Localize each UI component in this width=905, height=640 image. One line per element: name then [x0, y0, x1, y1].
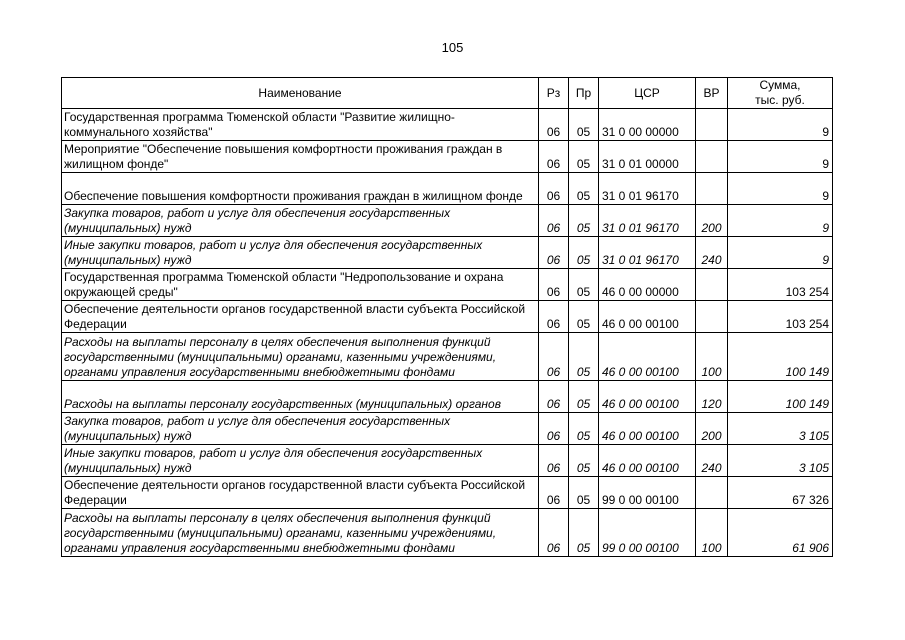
row-vr: 200 — [696, 205, 728, 237]
row-vr — [696, 477, 728, 509]
row-sum: 9 — [728, 237, 833, 269]
row-rz: 06 — [539, 381, 569, 413]
row-name: Государственная программа Тюменской области "Недропользование и охрана окружающей среды" — [62, 269, 539, 301]
row-rz: 06 — [539, 109, 569, 141]
row-sum: 3 105 — [728, 413, 833, 445]
row-sum: 9 — [728, 205, 833, 237]
row-pr: 05 — [569, 109, 599, 141]
row-pr: 05 — [569, 413, 599, 445]
row-rz: 06 — [539, 205, 569, 237]
row-pr: 05 — [569, 173, 599, 205]
row-vr — [696, 269, 728, 301]
row-csr: 31 0 00 00000 — [599, 109, 696, 141]
row-rz: 06 — [539, 173, 569, 205]
table-row — [62, 173, 833, 205]
row-vr: 240 — [696, 445, 728, 477]
row-vr: 120 — [696, 381, 728, 413]
table-row — [62, 205, 833, 237]
row-csr: 46 0 00 00100 — [599, 413, 696, 445]
table-row — [62, 333, 833, 381]
row-vr — [696, 173, 728, 205]
row-pr: 05 — [569, 333, 599, 381]
row-csr: 46 0 00 00100 — [599, 445, 696, 477]
table-row — [62, 141, 833, 173]
row-rz: 06 — [539, 301, 569, 333]
table-header-row — [62, 78, 833, 109]
row-name: Иные закупки товаров, работ и услуг для обеспечения государственных (муниципальных) нужд — [62, 445, 539, 477]
page-number: 105 — [441, 40, 464, 55]
row-pr: 05 — [569, 381, 599, 413]
row-pr: 05 — [569, 269, 599, 301]
row-vr: 100 — [696, 333, 728, 381]
row-name: Расходы на выплаты персоналу в целях обеспечения выполнения функций государственными (муниципальными) органами, казенными учреждениями, органами управления государственными внебюджетными фондами — [62, 333, 539, 381]
row-csr: 31 0 01 96170 — [599, 205, 696, 237]
row-csr: 31 0 01 00000 — [599, 141, 696, 173]
row-csr: 46 0 00 00100 — [599, 301, 696, 333]
row-name: Обеспечение повышения комфортности проживания граждан в жилищном фонде — [62, 173, 539, 205]
row-name: Государственная программа Тюменской области "Развитие жилищно-коммунального хозяйства" — [62, 109, 539, 141]
row-sum: 103 254 — [728, 301, 833, 333]
row-sum: 100 149 — [728, 381, 833, 413]
row-csr: 46 0 00 00100 — [599, 333, 696, 381]
row-vr: 200 — [696, 413, 728, 445]
table-row — [62, 509, 833, 557]
row-pr: 05 — [569, 205, 599, 237]
table-row — [62, 477, 833, 509]
row-name: Расходы на выплаты персоналу в целях обеспечения выполнения функций государственными (муниципальными) органами, казенными учреждениями, органами управления государственными внебюджетными фондами — [62, 509, 539, 557]
row-pr: 05 — [569, 237, 599, 269]
budget-table — [61, 77, 833, 557]
row-rz: 06 — [539, 509, 569, 557]
header-sum — [728, 78, 833, 109]
table-row — [62, 237, 833, 269]
row-vr — [696, 301, 728, 333]
row-pr: 05 — [569, 301, 599, 333]
row-rz: 06 — [539, 141, 569, 173]
row-rz: 06 — [539, 477, 569, 509]
row-csr: 99 0 00 00100 — [599, 509, 696, 557]
table-row — [62, 269, 833, 301]
row-sum: 100 149 — [728, 333, 833, 381]
row-name: Закупка товаров, работ и услуг для обеспечения государственных (муниципальных) нужд — [62, 413, 539, 445]
row-name: Обеспечение деятельности органов государственной власти субъекта Российской Федерации — [62, 301, 539, 333]
row-sum: 9 — [728, 141, 833, 173]
row-rz: 06 — [539, 445, 569, 477]
row-vr: 100 — [696, 509, 728, 557]
row-name: Расходы на выплаты персоналу государственных (муниципальных) органов — [62, 381, 539, 413]
row-vr — [696, 141, 728, 173]
header-rz: Рз — [539, 78, 569, 109]
table-row — [62, 109, 833, 141]
row-sum: 3 105 — [728, 445, 833, 477]
header-pr: Пр — [569, 78, 599, 109]
row-csr: 46 0 00 00100 — [599, 381, 696, 413]
row-name: Обеспечение деятельности органов государственной власти субъекта Российской Федерации — [62, 477, 539, 509]
row-rz: 06 — [539, 333, 569, 381]
header-sum-line1: Сумма, — [759, 78, 801, 92]
table-row — [62, 445, 833, 477]
row-csr: 31 0 01 96170 — [599, 173, 696, 205]
row-vr: 240 — [696, 237, 728, 269]
row-name: Мероприятие "Обеспечение повышения комфортности проживания граждан в жилищном фонде" — [62, 141, 539, 173]
row-sum: 9 — [728, 109, 833, 141]
table-row — [62, 301, 833, 333]
row-sum: 103 254 — [728, 269, 833, 301]
row-sum: 61 906 — [728, 509, 833, 557]
row-rz: 06 — [539, 237, 569, 269]
row-vr — [696, 109, 728, 141]
header-vr: ВР — [696, 78, 728, 109]
header-sum-line2: тыс. руб. — [755, 93, 805, 107]
row-rz: 06 — [539, 269, 569, 301]
row-pr: 05 — [569, 477, 599, 509]
row-rz: 06 — [539, 413, 569, 445]
row-pr: 05 — [569, 509, 599, 557]
header-csr: ЦСР — [599, 78, 696, 109]
row-name: Иные закупки товаров, работ и услуг для обеспечения государственных (муниципальных) нужд — [62, 237, 539, 269]
header-name: Наименование — [62, 78, 539, 109]
row-csr: 99 0 00 00100 — [599, 477, 696, 509]
table-row — [62, 413, 833, 445]
row-pr: 05 — [569, 445, 599, 477]
row-name: Закупка товаров, работ и услуг для обеспечения государственных (муниципальных) нужд — [62, 205, 539, 237]
row-csr: 31 0 01 96170 — [599, 237, 696, 269]
row-pr: 05 — [569, 141, 599, 173]
table-row — [62, 381, 833, 413]
row-sum: 9 — [728, 173, 833, 205]
row-csr: 46 0 00 00000 — [599, 269, 696, 301]
row-sum: 67 326 — [728, 477, 833, 509]
